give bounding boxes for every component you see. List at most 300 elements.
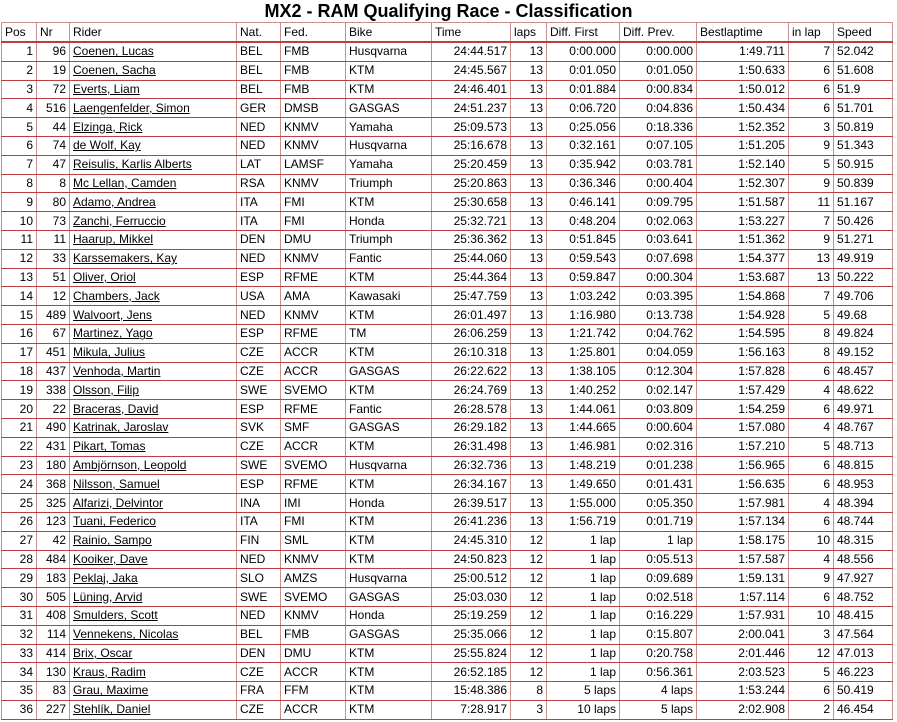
cell-in-lap: 6	[789, 456, 834, 475]
cell-fed: SVEMO	[281, 588, 346, 607]
cell-pos: 8	[2, 174, 37, 193]
cell-speed: 48.315	[834, 531, 893, 550]
cell-diff-first: 1 lap	[547, 606, 620, 625]
table-row	[2, 644, 893, 663]
cell-bike: GASGAS	[346, 99, 432, 118]
cell-nr: 484	[37, 550, 70, 569]
cell-nat: SLO	[237, 569, 281, 588]
cell-nr: 114	[37, 625, 70, 644]
rider-link[interactable]: Coenen, Lucas	[70, 42, 237, 61]
cell-laps: 12	[511, 663, 547, 682]
cell-in-lap: 9	[789, 230, 834, 249]
cell-diff-first: 1 lap	[547, 569, 620, 588]
cell-speed: 48.815	[834, 456, 893, 475]
cell-time: 24:45.310	[432, 531, 511, 550]
cell-fed: RFME	[281, 268, 346, 287]
cell-laps: 13	[511, 343, 547, 362]
rider-link[interactable]: Coenen, Sacha	[70, 61, 237, 80]
cell-bestlaptime: 1:54.928	[697, 306, 789, 325]
cell-diff-first: 1 lap	[547, 531, 620, 550]
cell-time: 26:01.497	[432, 306, 511, 325]
cell-time: 25:55.824	[432, 644, 511, 663]
cell-laps: 13	[511, 268, 547, 287]
cell-bestlaptime: 1:58.175	[697, 531, 789, 550]
cell-diff-first: 1:03.242	[547, 287, 620, 306]
cell-diff-first: 0:32.161	[547, 136, 620, 155]
cell-nat: NED	[237, 606, 281, 625]
rider-link[interactable]: Grau, Maxime	[70, 682, 237, 701]
cell-pos: 21	[2, 418, 37, 437]
cell-fed: FMI	[281, 193, 346, 212]
cell-laps: 13	[511, 155, 547, 174]
cell-bike: KTM	[346, 550, 432, 569]
cell-nr: 183	[37, 569, 70, 588]
cell-time: 26:22.622	[432, 362, 511, 381]
cell-fed: KNMV	[281, 136, 346, 155]
cell-nr: 19	[37, 61, 70, 80]
cell-fed: KNMV	[281, 249, 346, 268]
cell-diff-prev: 4 laps	[620, 682, 697, 701]
cell-fed: SVEMO	[281, 456, 346, 475]
rider-link[interactable]: Ambjörnson, Leopold	[70, 456, 237, 475]
cell-bestlaptime: 1:50.012	[697, 80, 789, 99]
rider-link[interactable]: Pikart, Tomas	[70, 437, 237, 456]
cell-diff-prev: 0:04.059	[620, 343, 697, 362]
cell-diff-prev: 5 laps	[620, 700, 697, 719]
rider-link[interactable]: Mc Lellan, Camden	[70, 174, 237, 193]
rider-link[interactable]: Braceras, David	[70, 400, 237, 419]
table-row	[2, 663, 893, 682]
cell-speed: 49.706	[834, 287, 893, 306]
cell-in-lap: 13	[789, 268, 834, 287]
cell-diff-prev: 0:15.807	[620, 625, 697, 644]
cell-pos: 15	[2, 306, 37, 325]
cell-time: 26:10.318	[432, 343, 511, 362]
table-row	[2, 550, 893, 569]
cell-bike: KTM	[346, 61, 432, 80]
cell-laps: 13	[511, 249, 547, 268]
cell-bike: KTM	[346, 700, 432, 719]
cell-laps: 13	[511, 400, 547, 419]
cell-speed: 49.971	[834, 400, 893, 419]
table-row	[2, 343, 893, 362]
cell-bestlaptime: 1:57.080	[697, 418, 789, 437]
cell-nat: ESP	[237, 400, 281, 419]
cell-pos: 12	[2, 249, 37, 268]
cell-fed: DMSB	[281, 99, 346, 118]
cell-speed: 50.819	[834, 118, 893, 137]
cell-bestlaptime: 1:51.362	[697, 230, 789, 249]
cell-speed: 46.223	[834, 663, 893, 682]
rider-link[interactable]: Haarup, Mikkel	[70, 230, 237, 249]
cell-bike: GASGAS	[346, 625, 432, 644]
cell-bike: KTM	[346, 437, 432, 456]
cell-in-lap: 6	[789, 512, 834, 531]
rider-link[interactable]: Vennekens, Nicolas	[70, 625, 237, 644]
rider-link[interactable]: Zanchi, Ferruccio	[70, 212, 237, 231]
cell-diff-first: 1:44.665	[547, 418, 620, 437]
cell-laps: 13	[511, 494, 547, 513]
page-title: MX2 - RAM Qualifying Race - Classification	[264, 1, 633, 21]
cell-pos: 14	[2, 287, 37, 306]
cell-bestlaptime: 1:57.587	[697, 550, 789, 569]
rider-link[interactable]: Stehlík, Daniel	[70, 700, 237, 719]
cell-pos: 27	[2, 531, 37, 550]
cell-diff-first: 1:49.650	[547, 475, 620, 494]
cell-diff-first: 0:35.942	[547, 155, 620, 174]
cell-diff-prev: 0:02.518	[620, 588, 697, 607]
cell-laps: 12	[511, 625, 547, 644]
cell-time: 25:36.362	[432, 230, 511, 249]
cell-diff-prev: 0:13.738	[620, 306, 697, 325]
cell-nat: CZE	[237, 362, 281, 381]
cell-diff-prev: 0:09.689	[620, 569, 697, 588]
cell-laps: 13	[511, 212, 547, 231]
cell-diff-prev: 0:00.834	[620, 80, 697, 99]
cell-time: 26:52.185	[432, 663, 511, 682]
cell-bestlaptime: 1:51.587	[697, 193, 789, 212]
rider-link[interactable]: Venhoda, Martin	[70, 362, 237, 381]
cell-diff-first: 1:16.980	[547, 306, 620, 325]
cell-pos: 6	[2, 136, 37, 155]
rider-link[interactable]: Kraus, Radim	[70, 663, 237, 682]
cell-fed: LAMSF	[281, 155, 346, 174]
cell-laps: 12	[511, 531, 547, 550]
cell-in-lap: 4	[789, 494, 834, 513]
cell-diff-prev: 0:05.350	[620, 494, 697, 513]
cell-laps: 13	[511, 174, 547, 193]
cell-pos: 36	[2, 700, 37, 719]
cell-speed: 49.68	[834, 306, 893, 325]
cell-nat: ITA	[237, 212, 281, 231]
cell-pos: 5	[2, 118, 37, 137]
rider-link[interactable]: de Wolf, Kay	[70, 136, 237, 155]
cell-diff-prev: 0:07.105	[620, 136, 697, 155]
cell-bestlaptime: 2:01.446	[697, 644, 789, 663]
cell-pos: 29	[2, 569, 37, 588]
cell-nat: NED	[237, 306, 281, 325]
cell-bestlaptime: 1:53.244	[697, 682, 789, 701]
cell-nat: CZE	[237, 700, 281, 719]
rider-link[interactable]: Martinez, Yago	[70, 324, 237, 343]
cell-in-lap: 8	[789, 324, 834, 343]
rider-link[interactable]: Chambers, Jack	[70, 287, 237, 306]
cell-nr: 338	[37, 381, 70, 400]
table-row	[2, 287, 893, 306]
cell-in-lap: 6	[789, 362, 834, 381]
cell-pos: 19	[2, 381, 37, 400]
cell-speed: 51.608	[834, 61, 893, 80]
cell-laps: 13	[511, 437, 547, 456]
cell-fed: KNMV	[281, 118, 346, 137]
cell-diff-prev: 0:01.431	[620, 475, 697, 494]
cell-diff-first: 0:51.845	[547, 230, 620, 249]
cell-diff-prev: 0:00.304	[620, 268, 697, 287]
cell-nr: 33	[37, 249, 70, 268]
cell-diff-prev: 0:03.395	[620, 287, 697, 306]
header-in-lap: in lap	[789, 23, 834, 43]
cell-in-lap: 6	[789, 682, 834, 701]
table-row	[2, 118, 893, 137]
cell-pos: 4	[2, 99, 37, 118]
cell-nat: SWE	[237, 456, 281, 475]
cell-in-lap: 4	[789, 418, 834, 437]
cell-diff-first: 1 lap	[547, 625, 620, 644]
rider-link[interactable]: Laengenfelder, Simon	[70, 99, 237, 118]
cell-speed: 47.564	[834, 625, 893, 644]
cell-diff-prev: 0:00.000	[620, 42, 697, 61]
cell-diff-first: 0:59.543	[547, 249, 620, 268]
cell-time: 25:47.759	[432, 287, 511, 306]
cell-nr: 47	[37, 155, 70, 174]
rider-link[interactable]: Oliver, Oriol	[70, 268, 237, 287]
cell-nr: 42	[37, 531, 70, 550]
header-laps: laps	[511, 23, 547, 43]
cell-pos: 28	[2, 550, 37, 569]
cell-diff-first: 1 lap	[547, 663, 620, 682]
rider-link[interactable]: Katrinak, Jaroslav	[70, 418, 237, 437]
cell-diff-prev: 0:02.316	[620, 437, 697, 456]
rider-link[interactable]: Olsson, Filip	[70, 381, 237, 400]
cell-nr: 516	[37, 99, 70, 118]
cell-pos: 11	[2, 230, 37, 249]
cell-pos: 9	[2, 193, 37, 212]
cell-laps: 13	[511, 456, 547, 475]
rider-link[interactable]: Kooiker, Dave	[70, 550, 237, 569]
cell-bestlaptime: 1:52.352	[697, 118, 789, 137]
cell-pos: 16	[2, 324, 37, 343]
cell-nat: ESP	[237, 324, 281, 343]
cell-pos: 18	[2, 362, 37, 381]
cell-bike: GASGAS	[346, 588, 432, 607]
cell-time: 25:44.060	[432, 249, 511, 268]
cell-speed: 49.152	[834, 343, 893, 362]
header-time: Time	[432, 23, 511, 43]
cell-in-lap: 10	[789, 531, 834, 550]
cell-pos: 7	[2, 155, 37, 174]
cell-in-lap: 13	[789, 249, 834, 268]
cell-diff-first: 1:56.719	[547, 512, 620, 531]
cell-fed: ACCR	[281, 663, 346, 682]
cell-diff-prev: 0:02.063	[620, 212, 697, 231]
cell-nr: 11	[37, 230, 70, 249]
cell-fed: RFME	[281, 400, 346, 419]
cell-bestlaptime: 1:57.828	[697, 362, 789, 381]
cell-pos: 23	[2, 456, 37, 475]
cell-nat: ITA	[237, 512, 281, 531]
rider-link[interactable]: Brix, Oscar	[70, 644, 237, 663]
header-diff-prev: Diff. Prev.	[620, 23, 697, 43]
cell-speed: 51.271	[834, 230, 893, 249]
cell-diff-first: 0:48.204	[547, 212, 620, 231]
cell-bike: KTM	[346, 306, 432, 325]
cell-in-lap: 7	[789, 287, 834, 306]
cell-diff-first: 1:55.000	[547, 494, 620, 513]
cell-diff-first: 1:38.105	[547, 362, 620, 381]
cell-speed: 48.394	[834, 494, 893, 513]
cell-laps: 13	[511, 306, 547, 325]
cell-pos: 32	[2, 625, 37, 644]
cell-time: 26:24.769	[432, 381, 511, 400]
cell-bike: Honda	[346, 494, 432, 513]
cell-laps: 13	[511, 136, 547, 155]
rider-link[interactable]: Mikula, Julius	[70, 343, 237, 362]
cell-speed: 51.9	[834, 80, 893, 99]
table-row	[2, 42, 893, 61]
cell-diff-first: 0:46.141	[547, 193, 620, 212]
cell-laps: 13	[511, 512, 547, 531]
cell-bike: Fantic	[346, 400, 432, 419]
rider-link[interactable]: Karssemakers, Kay	[70, 249, 237, 268]
cell-time: 26:34.167	[432, 475, 511, 494]
cell-fed: KNMV	[281, 306, 346, 325]
cell-speed: 50.915	[834, 155, 893, 174]
cell-fed: KNMV	[281, 550, 346, 569]
cell-fed: KNMV	[281, 606, 346, 625]
cell-diff-prev: 0:12.304	[620, 362, 697, 381]
rider-link[interactable]: Nilsson, Samuel	[70, 475, 237, 494]
cell-bestlaptime: 1:54.868	[697, 287, 789, 306]
cell-nat: DEN	[237, 230, 281, 249]
rider-link[interactable]: Everts, Liam	[70, 80, 237, 99]
table-row	[2, 230, 893, 249]
cell-pos: 20	[2, 400, 37, 419]
cell-nat: SVK	[237, 418, 281, 437]
rider-link[interactable]: Lüning, Arvid	[70, 588, 237, 607]
cell-fed: SML	[281, 531, 346, 550]
cell-pos: 24	[2, 475, 37, 494]
cell-in-lap: 6	[789, 99, 834, 118]
cell-laps: 13	[511, 418, 547, 437]
cell-diff-prev: 0:02.147	[620, 381, 697, 400]
cell-in-lap: 7	[789, 42, 834, 61]
cell-nat: GER	[237, 99, 281, 118]
cell-speed: 48.767	[834, 418, 893, 437]
cell-time: 25:09.573	[432, 118, 511, 137]
cell-nr: 227	[37, 700, 70, 719]
cell-bike: Yamaha	[346, 155, 432, 174]
table-row	[2, 475, 893, 494]
cell-laps: 13	[511, 99, 547, 118]
cell-nat: SWE	[237, 381, 281, 400]
table-row	[2, 682, 893, 701]
cell-laps: 12	[511, 550, 547, 569]
cell-time: 24:46.401	[432, 80, 511, 99]
cell-in-lap: 6	[789, 400, 834, 419]
cell-bike: KTM	[346, 663, 432, 682]
cell-laps: 13	[511, 193, 547, 212]
cell-nr: 490	[37, 418, 70, 437]
cell-bike: Husqvarna	[346, 42, 432, 61]
cell-nat: BEL	[237, 42, 281, 61]
rider-link[interactable]: Tuani, Federico	[70, 512, 237, 531]
cell-in-lap: 3	[789, 118, 834, 137]
cell-fed: AMA	[281, 287, 346, 306]
cell-diff-prev: 1 lap	[620, 531, 697, 550]
header-bestlaptime: Bestlaptime	[697, 23, 789, 43]
cell-diff-first: 1:44.061	[547, 400, 620, 419]
rider-link[interactable]: Alfarizi, Delvintor	[70, 494, 237, 513]
cell-nat: NED	[237, 136, 281, 155]
rider-link[interactable]: Peklaj, Jaka	[70, 569, 237, 588]
cell-speed: 50.839	[834, 174, 893, 193]
header-diff-first: Diff. First	[547, 23, 620, 43]
cell-laps: 12	[511, 588, 547, 607]
cell-nat: ESP	[237, 475, 281, 494]
cell-nr: 80	[37, 193, 70, 212]
cell-in-lap: 10	[789, 606, 834, 625]
header-rider: Rider	[70, 23, 237, 43]
cell-diff-first: 10 laps	[547, 700, 620, 719]
table-row	[2, 625, 893, 644]
cell-speed: 48.713	[834, 437, 893, 456]
cell-fed: RFME	[281, 475, 346, 494]
table-row	[2, 531, 893, 550]
cell-laps: 13	[511, 230, 547, 249]
cell-time: 25:20.863	[432, 174, 511, 193]
cell-speed: 48.744	[834, 512, 893, 531]
cell-time: 25:03.030	[432, 588, 511, 607]
rider-link[interactable]: Smulders, Scott	[70, 606, 237, 625]
table-row	[2, 456, 893, 475]
cell-nat: SWE	[237, 588, 281, 607]
rider-link[interactable]: Reisulis, Karlis Alberts	[70, 155, 237, 174]
cell-nat: BEL	[237, 61, 281, 80]
cell-bike: TM	[346, 324, 432, 343]
cell-in-lap: 12	[789, 644, 834, 663]
rider-link[interactable]: Adamo, Andrea	[70, 193, 237, 212]
cell-speed: 48.622	[834, 381, 893, 400]
cell-nr: 505	[37, 588, 70, 607]
cell-bestlaptime: 1:57.931	[697, 606, 789, 625]
cell-pos: 2	[2, 61, 37, 80]
cell-nr: 431	[37, 437, 70, 456]
cell-bike: KTM	[346, 268, 432, 287]
cell-diff-prev: 0:00.604	[620, 418, 697, 437]
cell-fed: AMZS	[281, 569, 346, 588]
rider-link[interactable]: Rainio, Sampo	[70, 531, 237, 550]
cell-bike: KTM	[346, 512, 432, 531]
cell-bestlaptime: 1:59.131	[697, 569, 789, 588]
cell-bestlaptime: 1:54.595	[697, 324, 789, 343]
cell-nat: INA	[237, 494, 281, 513]
cell-speed: 49.919	[834, 249, 893, 268]
cell-diff-first: 1:21.742	[547, 324, 620, 343]
cell-fed: DMU	[281, 644, 346, 663]
table-row	[2, 306, 893, 325]
cell-diff-first: 1 lap	[547, 588, 620, 607]
cell-diff-first: 1:40.252	[547, 381, 620, 400]
cell-time: 25:16.678	[432, 136, 511, 155]
rider-link[interactable]: Walvoort, Jens	[70, 306, 237, 325]
cell-in-lap: 6	[789, 588, 834, 607]
cell-time: 25:20.459	[432, 155, 511, 174]
table-row	[2, 99, 893, 118]
cell-bestlaptime: 1:54.377	[697, 249, 789, 268]
cell-in-lap: 5	[789, 437, 834, 456]
classification-table	[1, 22, 893, 720]
cell-time: 25:30.658	[432, 193, 511, 212]
rider-link[interactable]: Elzinga, Rick	[70, 118, 237, 137]
cell-laps: 13	[511, 287, 547, 306]
cell-fed: ACCR	[281, 700, 346, 719]
cell-speed: 50.419	[834, 682, 893, 701]
cell-nr: 414	[37, 644, 70, 663]
table-row	[2, 494, 893, 513]
cell-diff-prev: 0:01.719	[620, 512, 697, 531]
cell-speed: 50.222	[834, 268, 893, 287]
cell-diff-first: 0:01.884	[547, 80, 620, 99]
